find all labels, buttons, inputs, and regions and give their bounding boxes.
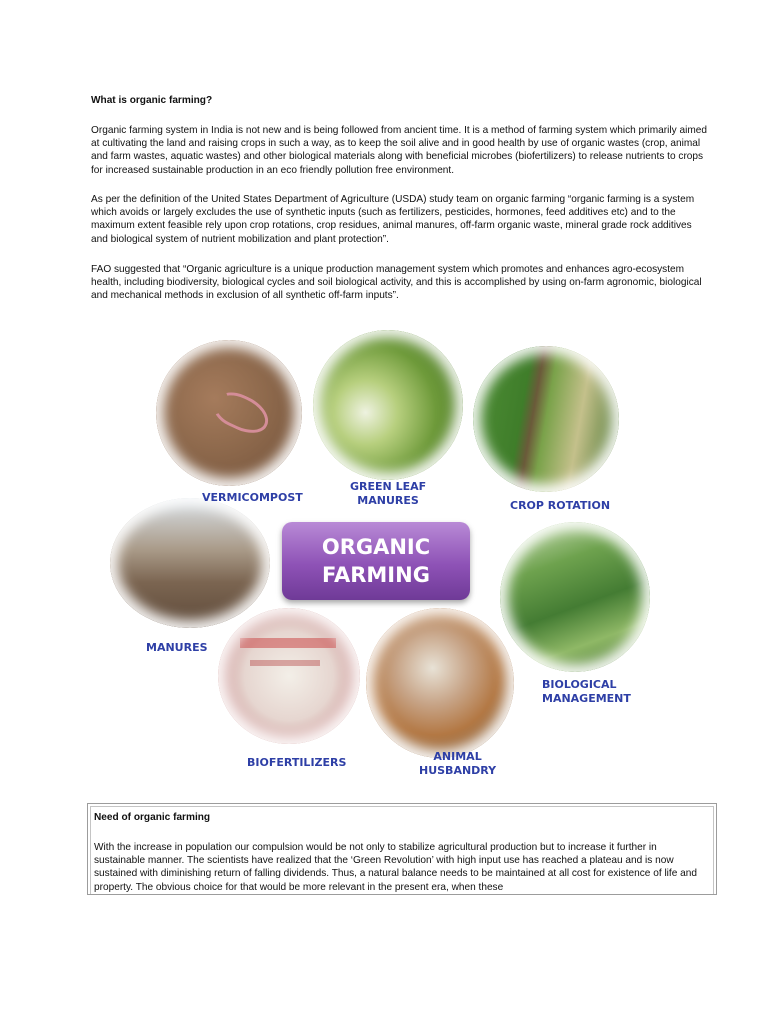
animal-husbandry-photo (366, 608, 514, 758)
label-biofertilizers: BIOFERTILIZERS (247, 756, 347, 769)
label-biological-line1: BIOLOGICAL (542, 678, 617, 691)
label-manures: MANURES (146, 641, 208, 654)
center-title-line2: FARMING (322, 563, 430, 587)
label-animal-line2: HUSBANDRY (419, 764, 497, 777)
paragraph-usda-definition: As per the definition of the United States Department of Agriculture (USDA) study team on organic farming “organic farming is a system which avoids or largely excludes the use of synthetic inputs (such as fertilizers, pesticides, hormones, feed additives etc) and to the maximum extent feasible rely upon crop rotations, crop residues, animal manures, off-farm organic waste, mineral grade rock additives and biological system of nutrient mobilization and plant protection”. (91, 194, 695, 245)
vermicompost-photo (156, 340, 302, 486)
label-green-leaf-line2: MANURES (357, 494, 419, 507)
biofertilizers-photo (218, 608, 360, 744)
label-biological-management (542, 678, 631, 706)
label-biological-line2: MANAGEMENT (542, 692, 631, 705)
label-animal-line1: ANIMAL (433, 750, 482, 763)
label-vermicompost: VERMICOMPOST (202, 491, 303, 504)
paragraph-intro: Organic farming system in India is not new and is being followed from ancient time. It is a method of farming system which primarily aimed at cultivating the land and raising crops in such a way, as to keep the soil alive and in good health by use of organic wastes (crop, animal and farm wastes, aquatic wastes) and other biological materials along with beneficial microbes (biofertilizers) to release nutrients to crops for increased sustainable production in an eco friendly pollution free environment. (91, 125, 707, 176)
paragraph-need: With the increase in population our compulsion would be not only to stabilize agricultural production but to increase it further in sustainable manner. The scientists have realized that the ‘Green Revolution’ with high input use has reached a plateau and is now sustained with diminishing return of falling dividends. Thus, a natural balance needs to be maintained at all cost for existence of life and property. The obvious choice for that would be more relevant in the present era, when these (94, 842, 697, 893)
box-inner-border (90, 806, 714, 894)
section-heading-need: Need of organic farming (94, 812, 211, 823)
label-green-leaf-line1: GREEN LEAF (350, 480, 427, 493)
need-of-organic-farming-box (87, 803, 717, 895)
green-leaf-manures-photo (313, 330, 463, 480)
organic-farming-diagram (110, 330, 670, 790)
label-animal-husbandry (419, 750, 496, 778)
label-green-leaf-manures (350, 480, 426, 508)
organic-farming-title-box (282, 522, 470, 600)
earthworm-shape (209, 386, 274, 440)
manures-photo (110, 498, 270, 628)
biological-management-photo (500, 522, 650, 672)
center-title-line1: ORGANIC (321, 535, 431, 559)
section-heading-what-is: What is organic farming? (91, 95, 213, 106)
label-crop-rotation: CROP ROTATION (510, 499, 611, 512)
paragraph-fao-definition: FAO suggested that “Organic agriculture is a unique production management system which promotes and enhances agro-ecosystem health, including biodiversity, biological cycles and soil biological activity, and this is accomplished by using on-farm agronomic, biological and mechanical methods in exclusion of all synthetic off-farm inputs”. (91, 264, 702, 302)
crop-rotation-photo (473, 346, 619, 492)
